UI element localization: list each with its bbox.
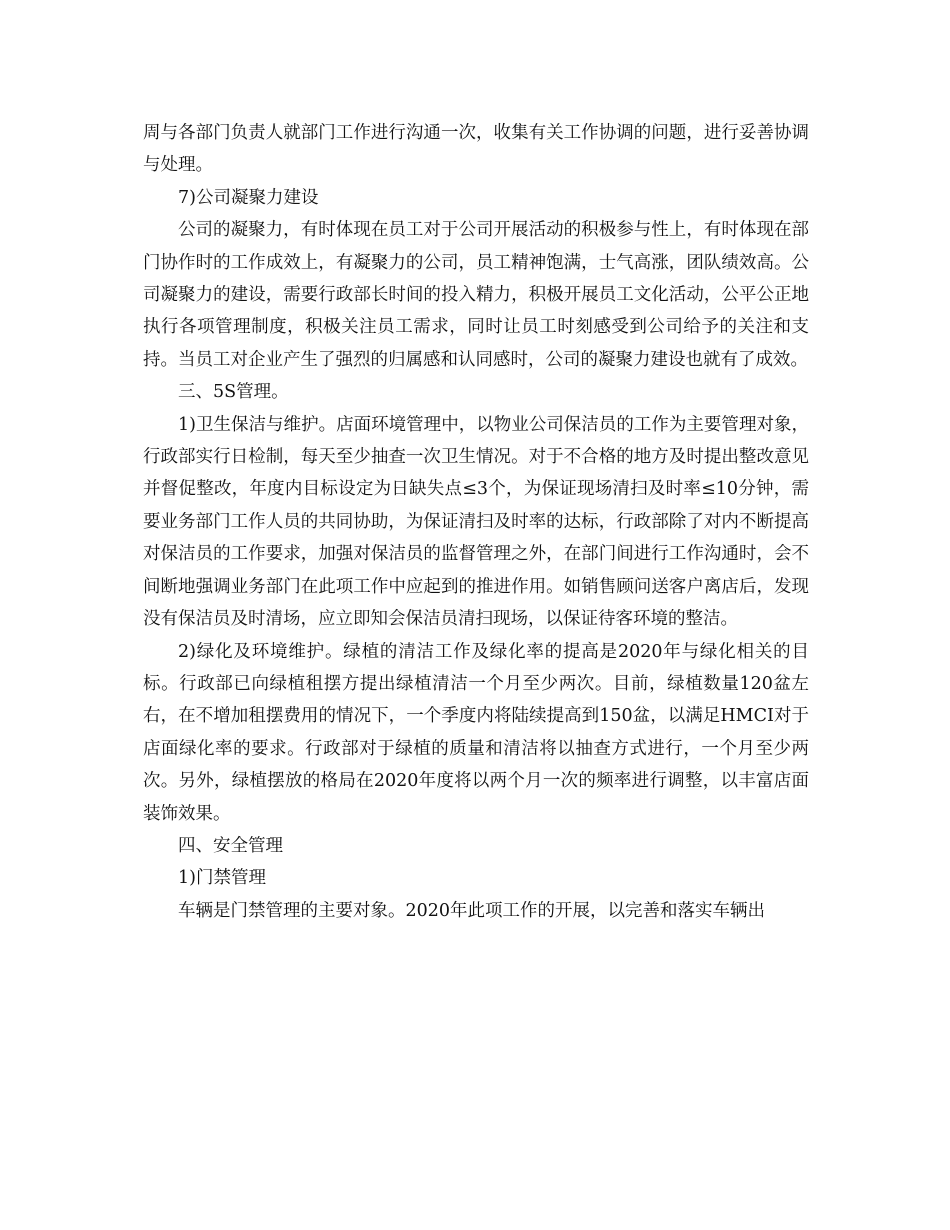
document-body	[143, 117, 809, 927]
paragraph-cleaning-maintenance: 1)卫生保洁与维护。店面环境管理中，以物业公司保洁员的工作为主要管理对象，行政部实行日检制，每天至少抽查一次卫生情况。对于不合格的地方及时提出整改意见并督促整改，年度内目标设定为日缺失点≤3个，为保证现场清扫及时率≤10分钟，需要业务部门工作人员的共同协助，为保证清扫及时率的达标，行政部除了对内不断提高对保洁员的工作要求，加强对保洁员的监督管理之外，在部门间进行工作沟通时，会不间断地强调业务部门在此项工作中应起到的推进作用。如销售顾问送客户离店后，发现没有保洁员及时清场，应立即知会保洁员清扫现场，以保证待客环境的整洁。	[143, 414, 809, 630]
paragraph-coordination-continued: 周与各部门负责人就部门工作进行沟通一次，收集有关工作协调的问题，进行妥善协调与处理。	[143, 123, 809, 176]
heading-5s-management: 三、5S管理。	[178, 382, 289, 403]
heading-access-control: 1)门禁管理	[178, 868, 266, 889]
paragraph-greening-maintenance: 2)绿化及环境维护。绿植的清洁工作及绿化率的提高是2020年与绿化相关的目标。行政部已向绿植租摆方提出绿植清洁一个月至少两次。目前，绿植数量120盆左右，在不增加租摆费用的情况下，一个季度内将陆续提高到150盆，以满足HMCI对于店面绿化率的要求。行政部对于绿植的质量和清洁将以抽查方式进行，一个月至少两次。另外，绿植摆放的格局在2020年度将以两个月一次的频率进行调整，以丰富店面装饰效果。	[143, 641, 809, 824]
paragraph-cohesion: 公司的凝聚力，有时体现在员工对于公司开展活动的积极参与性上，有时体现在部门协作时的工作成效上，有凝聚力的公司，员工精神饱满，士气高涨，团队绩效高。公司凝聚力的建设，需要行政部长时间的投入精力，积极开展员工文化活动，公平公正地执行各项管理制度，积极关注员工需求，同时让员工时刻感受到公司给予的关注和支持。当员工对企业产生了强烈的归属感和认同感时，公司的凝聚力建设也就有了成效。	[143, 220, 809, 370]
heading-safety-management: 四、安全管理	[178, 835, 283, 856]
paragraph-access-control: 车辆是门禁管理的主要对象。2020年此项工作的开展，以完善和落实车辆出	[178, 900, 766, 921]
heading-cohesion-building: 7)公司凝聚力建设	[178, 187, 319, 208]
